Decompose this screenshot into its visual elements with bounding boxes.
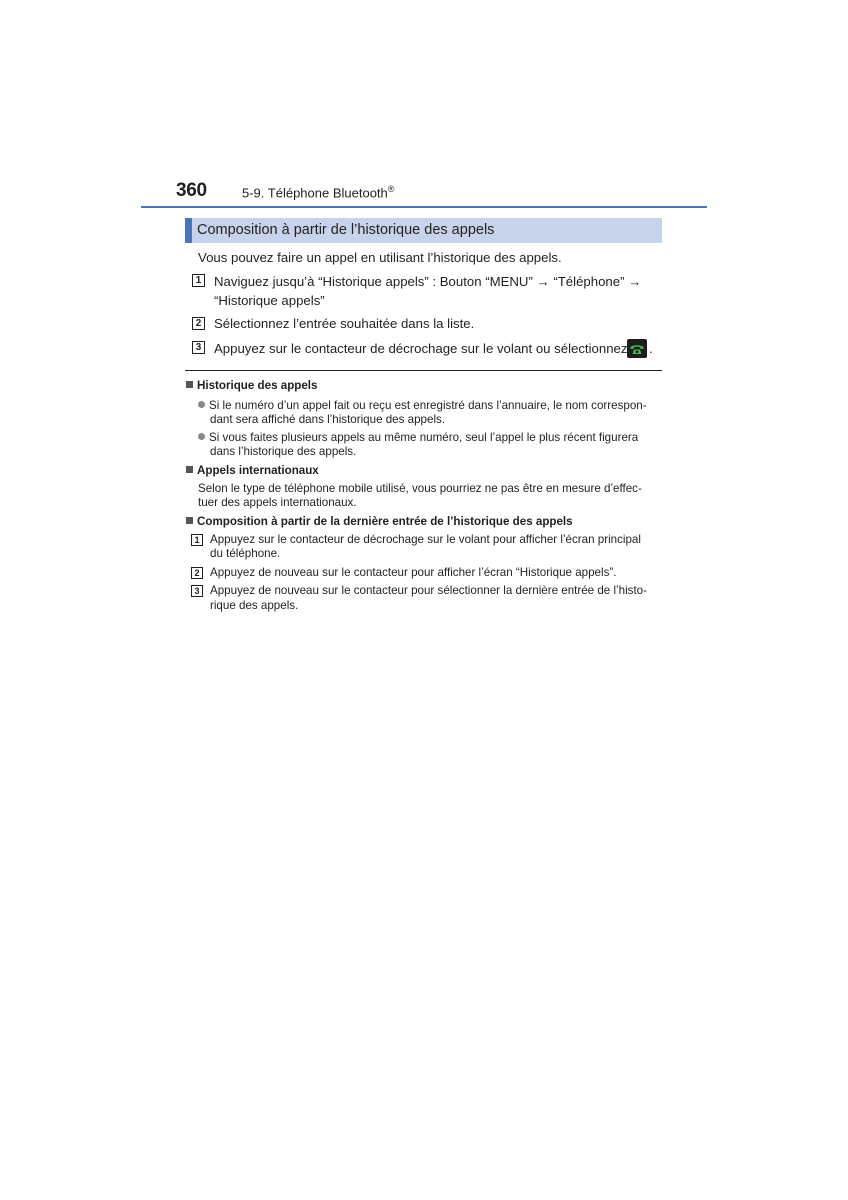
round-bullet-icon xyxy=(198,433,205,440)
last-entry-step-1-line-2: du téléphone. xyxy=(210,547,281,560)
step-1-line-2: “Historique appels” xyxy=(214,293,325,308)
phone-handset-glyph xyxy=(627,339,647,358)
note-history-bullet-2-line-2: dans l’historique des appels. xyxy=(210,445,357,458)
phone-handset-icon xyxy=(627,339,647,358)
note-history-title-text: Historique des appels xyxy=(197,379,318,392)
step-1-line-1: Naviguez jusqu’à “Historique appels” : Bouton “MENU” → “Téléphone” → xyxy=(214,274,642,289)
square-bullet-icon xyxy=(186,466,193,473)
square-bullet-icon xyxy=(186,381,193,388)
bullet-1-text-1: Si le numéro d’un appel fait ou reçu est enregistré dans l’annuaire, le nom correspon- xyxy=(209,399,647,412)
last-entry-step-3-line-2: rique des appels. xyxy=(210,599,299,612)
heading-accent xyxy=(185,218,192,243)
last-entry-step-3-number: 3 xyxy=(191,585,203,597)
step-3-number: 3 xyxy=(192,341,205,354)
section-divider xyxy=(185,370,662,371)
note-international-title-text: Appels internationaux xyxy=(197,464,319,477)
note-last-entry-title xyxy=(186,514,573,529)
square-bullet-icon xyxy=(186,517,193,524)
heading-bar xyxy=(185,218,662,243)
heading-title: Composition à partir de l’historique des appels xyxy=(197,222,495,238)
step-1-number: 1 xyxy=(192,274,205,287)
round-bullet-icon xyxy=(198,401,205,408)
note-international-title xyxy=(186,463,319,478)
section-title-text: 5-9. Téléphone Bluetooth xyxy=(242,185,388,201)
step-3-line-1: Appuyez sur le contacteur de décrochage sur le volant ou sélectionnez xyxy=(214,341,628,356)
note-international-line-1: Selon le type de téléphone mobile utilisé, vous pourriez ne pas être en mesure d’effec- xyxy=(198,482,642,495)
page-number: 360 xyxy=(176,180,207,201)
last-entry-step-2-line-1: Appuyez de nouveau sur le contacteur pour afficher l’écran “Historique appels”. xyxy=(210,566,617,579)
note-history-bullet-2-line-1 xyxy=(198,430,638,445)
step-3-line-2: . xyxy=(649,341,653,356)
note-history-title xyxy=(186,378,317,393)
note-last-entry-title-text: Composition à partir de la dernière entrée de l’historique des appels xyxy=(197,515,573,528)
note-international-line-2: tuer des appels internationaux. xyxy=(198,496,357,509)
last-entry-step-1-line-1: Appuyez sur le contacteur de décrochage sur le volant pour afficher l’écran principal xyxy=(210,533,641,546)
step-2-number: 2 xyxy=(192,317,205,330)
note-history-bullet-1-line-2: dant sera affiché dans l’historique des appels. xyxy=(210,413,446,426)
last-entry-step-3-line-1: Appuyez de nouveau sur le contacteur pour sélectionner la dernière entrée de l’histo- xyxy=(210,584,647,597)
header-rule xyxy=(141,206,707,208)
intro-text: Vous pouvez faire un appel en utilisant l’historique des appels. xyxy=(198,250,562,265)
last-entry-step-2-number: 2 xyxy=(191,567,203,579)
note-history-bullet-1-line-1 xyxy=(198,398,647,413)
last-entry-step-1-number: 1 xyxy=(191,534,203,546)
step-2-line-1: Sélectionnez l’entrée souhaitée dans la liste. xyxy=(214,316,475,331)
bullet-2-text-1: Si vous faites plusieurs appels au même numéro, seul l’appel le plus récent figurera xyxy=(209,431,639,444)
section-title xyxy=(242,184,394,200)
registered-mark: ® xyxy=(387,184,395,194)
